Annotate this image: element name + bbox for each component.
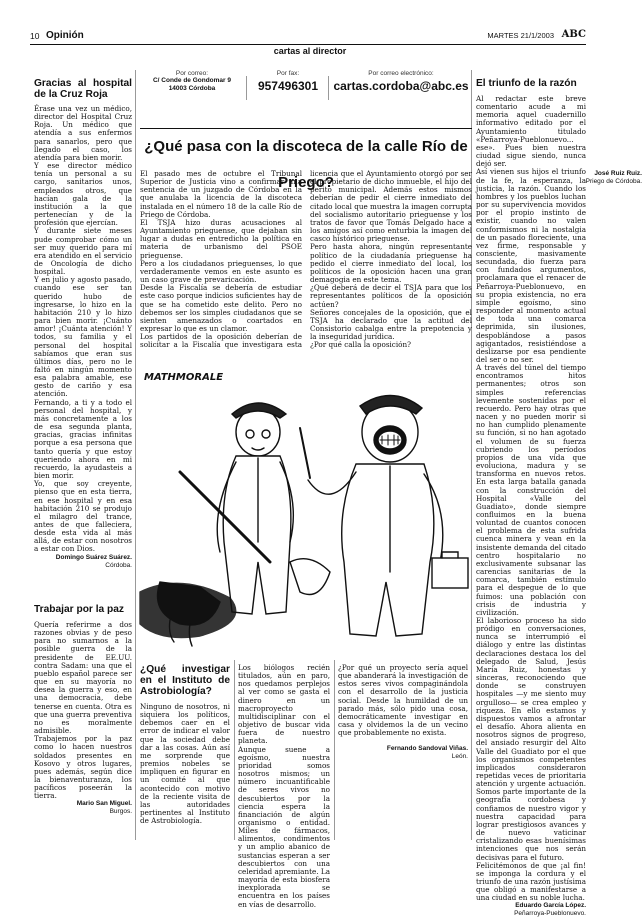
- author: Eduardo García López.: [515, 902, 586, 910]
- paragraph: El laborioso proceso ha sido pródigo en conversaciones, nunca se interrumpió el diálogo y entre las distintas declaraciones destaca los del delegado de Salud, Jesús María Ruiz, honestas y sinceras, reconociendo que donde se construyen hospitales —y me siento muy orgulloso— se crea empleo y riqueza. En ello estamos y dispuestos vamos a afrontar el desafío. Ahora alienta en nosotros signos de progreso, del ansiado resurgir del Alto Valle del Guadiato por el que los organismos competentes implicados consideraron repetidas veces de prioritaria atención y urgente actuación. Somos parte importante de la geografía cordobesa y confiamos de nuestro vigor y nuestra capacidad para lograr prestigiosos avances y de nuevo vaticinar cristalizando esas buenísimas intenciones que nos serán decisivas para el futuro.: [476, 616, 586, 862]
- paragraph: Al redactar este breve comentario acude a mi memoria aquel cuadernillo informativo editado por el Ayuntamiento titulado «Peñarroya-Pueblonuevo... ese». Pues bien nuestra ciudad sigue siendo, nunca dejó ser.: [476, 94, 586, 169]
- author: Mario San Miguel.: [76, 800, 132, 808]
- fax-number: 957496301: [257, 79, 319, 93]
- email-address: cartas.cordoba@abc.es: [333, 79, 469, 93]
- letter-astrobiologia-part2: [238, 663, 330, 909]
- mail-contact: [140, 70, 244, 102]
- signature: [34, 800, 132, 816]
- paragraph: Desde la Fiscalía se debería de estudiar este caso porque indicios suficientes hay de que se ha cometido este delito. Pero no debemos ser los simples ciudadanos que se sienten amenazados o coartados en expresar lo que es un clamor.: [140, 283, 302, 333]
- letter-astrobiologia-part1: [140, 664, 230, 842]
- paragraph: Felicitémonos de que ¡al fin! se imponga la cordura y el triunfo de una razón justísima que obligó a manifestarse a una ciudad en su noble lucha.: [476, 860, 586, 903]
- paragraph: Y en julio y agosto pasado, cuando ese ser tan querido hubo de ingresarse, lo hizo en la habitación 210 y lo hizo para bien morir. ¡Cuánto amor! ¡Cuánta atención! Y todos, su familia y el personal del hospital sabíamos que eran sus últimos días, pero no le faltó en ningún momento esa palabra amable, ese gesto de cariño y esa atención.: [34, 275, 132, 399]
- paragraph: Los biólogos recién titulados, aún en paro, nos quedamos perplejos al ver como se gasta el dinero en un macroproyecto multidisciplinar con el objetivo de buscar vida fuera de nuestro planeta.: [238, 663, 330, 746]
- mail-label: Por correo:: [175, 70, 209, 77]
- signature: [338, 745, 468, 761]
- author: Domingo Suárez Suárez.: [55, 553, 132, 561]
- paragraph: Érase una vez un médico, director del Hospital Cruz Roja. Un médico que atendía a sus enfermos para sanarlos, pero que llegado el caso, los atendía para bien morir.: [34, 104, 132, 162]
- letter-razon: [476, 78, 586, 918]
- paragraph: Y ese director médico tenía un personal a su cargo, sanitarios unos, empleados otros, que hacían gala de la institución a la que pertenecían y de la profesión que ejercían.: [34, 161, 132, 228]
- email-label: Por correo electrónico:: [368, 70, 434, 77]
- city: Córdoba.: [105, 561, 132, 569]
- paragraph: ¿Por qué un proyecto sería aquel que abanderará la investigación de estos seres vivos compaginándola con el desarrollo de la justicia social. Desde la humildad de un parado más, sólo pido una cosa, democráticamente investigar en casa y olvidemos la de un vecino que probablemente no exista.: [338, 663, 468, 738]
- paragraph: Aunque suene a egoísmo, nuestra prioridad somos nosotros mismos; un número incuantificable de seres vivos no descubiertos por la ciencia espera la financiación de algún organismo o entidad. Miles de fármacos, alimentos, condimentos y un amplio abanico de sustancias esperan a ser descubiertos con una celeridad apremiante. La mayoría de esta biosfera inexplorada se encuentra en los países en vías de desarrollo.: [238, 744, 330, 909]
- fax-contact: [248, 70, 328, 102]
- section-subheader: cartas al director: [273, 46, 347, 56]
- signature: [476, 902, 586, 918]
- column-rule-bottom-1: [234, 660, 235, 840]
- paragraph: Los partidos de la oposición deberían de solicitar a la Fiscalía que investigara esta licencia que el Ayuntamiento otorgó por ser el propietario de dicho inmueble, el hijo del perito municipal. Además estos mismos deberían de pedir el cierre inmediato del citado local que muestra la imagen corrupta del socialismo autoritario prieguense y los tratos de favor que Tomás Delgado hace a los amigos así como enturbia la imagen del casco histórico prieguense.: [140, 169, 472, 350]
- letter-title: El triunfo de la razón: [476, 78, 577, 89]
- city: León.: [451, 753, 468, 761]
- mail-address-line1: C/ Conde de Gondomar 9: [152, 77, 231, 84]
- letter-paz: [34, 604, 132, 842]
- paragraph: Señores concejales de la oposición, que el TSJA ha declarado que la actitud del Consistorio cabalga entre la prepotencia y la inseguridad jurídica.: [310, 307, 472, 342]
- page-number: 10: [30, 31, 40, 41]
- paragraph: Pero hasta ahora, ningún representante político de la ciudadanía prieguense ha pedido el cierre inmediato del local, los políticos de la oposición hacen una gran demagogia en este tema.: [310, 242, 472, 285]
- cartoon-drawing: [140, 362, 476, 654]
- email-contact: [330, 70, 472, 102]
- paragraph: Así vienen sus hijos el triunfo de la fe, la esperanza, la justicia, la razón. Cuando los hombres y los pueblos luchan por su supervivencia movidos por el propio instinto de existir, cuando no valen conformismos ni la nostalgia de un pasado floreciente, una vez firme, responsable y consciente, masivamente secundada, dio fuerza para con fundados argumentos, proclamara que el renacer de Peñarroya-Pueblonuevo, en su propia existencia, no era simple egoísmo, sino responder al momento actual de toda una comarca deprimida, sin ilusiones, despoblándose a pasos agigantados, resistiéndose a deslizarse por esa pendiente del ser o no ser.: [476, 167, 586, 364]
- letter-astrobiologia-part3: [338, 664, 468, 842]
- cartoon-signature: MATHMORALE: [144, 372, 224, 383]
- letter-hospital: [34, 78, 132, 602]
- section-name: Opinión: [46, 30, 84, 41]
- signature: [34, 554, 132, 570]
- paragraph: El TSJA hizo duras acusaciones al Ayuntamiento prieguense, que dejaban sin lugar a dudas en entredicho la política en materia de urbanismo del PSOE prieguense.: [140, 217, 302, 260]
- paragraph: El pasado mes de octubre el Tribunal Superior de Justicia vino a confirmar una sentencia de un juzgado de Córdoba en la que anulaba la licencia de la discoteca instalada en el número 18 de la calle Río de Priego de Córdoba.: [140, 169, 302, 219]
- city: Priego de Córdoba.: [585, 178, 642, 185]
- city: Burgos.: [109, 808, 132, 816]
- page-header: [30, 30, 586, 45]
- letter-title: Gracias al hospital de la Cruz Roja: [34, 78, 132, 100]
- paragraph: Y durante siete meses pude comprobar cómo un ser muy querido para mí era atendido en el servicio de Oncología de dicho hospital.: [34, 226, 132, 277]
- column-rule-bottom-2: [334, 660, 335, 840]
- paragraph: Quería referirme a dos razones obvias y de peso para no sumarnos a la posible guerra de la presidente de EE.UU. contra Sadam: una que el pueblo español parece ser que en su mayoría no desea la guerra y eso, en una democracia, debe tenerse en cuenta. Otra es que una guerra preventiva no es moralmente admisible.: [34, 620, 132, 736]
- paragraph: ¿Qué deberá de decir el TSJA para que los representantes políticos de la oposición actúen?: [310, 283, 472, 309]
- letter-title: Trabajar por la paz: [34, 604, 125, 615]
- paragraph: Yo, que soy creyente, pienso que en esta tierra, en ese hospital y en esa habitación 210 se produjo el milagro del trance, antes de que falleciera, desde esta vida al más allá, de estar con nosotros a estar con Dios.: [34, 479, 132, 554]
- main-letter-title: ¿Qué pasa con la discoteca de la calle Río de Priego?: [140, 128, 472, 165]
- letter-title: ¿Qué investigar en el Instituto de Astrobiología?: [140, 664, 230, 697]
- contact-box: [140, 70, 472, 102]
- paragraph: Trabajemos por la paz como lo hacen nuestros soldados presentes en Kosovo y otros lugares, pues además, según dice la bienaventuranza, los pacíficos poseerán la tierra.: [34, 734, 132, 801]
- author: Fernando Sandoval Viñas.: [386, 745, 468, 753]
- paragraph: Pero a los ciudadanos prieguenses, lo que verdaderamente vemos en este asunto es un caso grave de prevaricación.: [140, 258, 302, 285]
- fax-label: Por fax:: [276, 70, 300, 77]
- paragraph: A través del túnel del tiempo encontramos hitos permanentes; otros son simples referencias levemente sostenidas por el recuerdo. Pero hay otras que nacen y no pueden morir si no han cumplido plenamente su función, si no han agotado el volumen de su fuerza cubriendo los períodos propios de una vida que evoluciona, madura y se transforma en nuevos retos. En esta larga batalla ganada con la construcción del Hospital «Valle del Guadiato», donde siempre confluimos en la buena voluntad de cuantos conocen el problema de esta sufrida cuenca minera y vean en la insistente demanda del citado centro hospitalario no exclusivamente subsanar las carencias sanitarias de la comarca, también estímulo para el despegue de lo que fuimos: una población con crisis de industria y civilización.: [476, 363, 586, 617]
- issue-date: MARTES 21/1/2003: [487, 31, 554, 40]
- paragraph: ¿Por qué calla la oposición?: [310, 340, 411, 350]
- editorial-cartoon: [140, 362, 476, 654]
- author: José Ruiz Ruiz.: [594, 170, 642, 177]
- mail-address-line2: 14003 Córdoba: [168, 84, 216, 92]
- column-rule-left: [135, 70, 136, 840]
- abc-logo: ABC: [561, 29, 586, 40]
- city: Peñarroya-Pueblonuevo.: [514, 910, 586, 918]
- paragraph: Fernando, a ti y a todo el personal del hospital, y más concretamente a los de esa segunda planta, gracias, gracias infinitas porque a esa persona que tanto quería y que estoy queriendo ahora en mi recuerdo, la ayudasteis a bien morir.: [34, 397, 132, 481]
- paragraph: Ninguno de nosotros, ni siquiera los políticos, debemos caer en el error de indicar el valor que la sociedad debe dar a las cosas. Aún así me sorprende que premios nobeles se impliquen en figurar en un comité al que acontecido con motivo de la reciente visita de las autoridades pertinentes al Instituto de Astrobiología.: [140, 702, 230, 826]
